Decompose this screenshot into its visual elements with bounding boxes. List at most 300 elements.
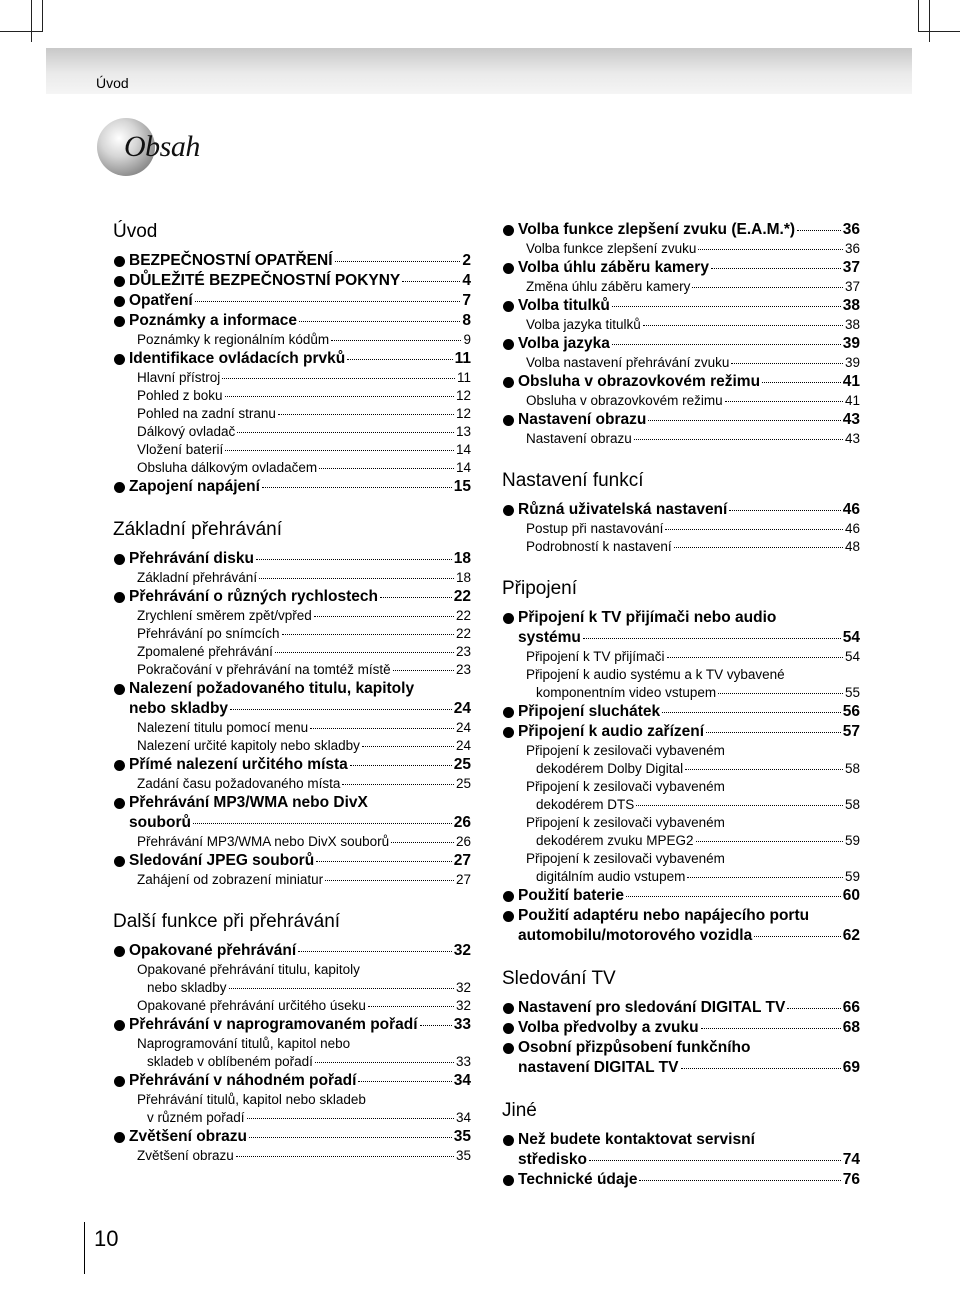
toc-entry-text: Než budete kontaktovat servisní	[518, 1131, 755, 1148]
dot-leader	[701, 1028, 841, 1029]
toc-page-number: 7	[462, 292, 471, 309]
toc-entry-text: Obsluha dálkovým ovladačem	[137, 460, 318, 475]
toc-row	[129, 755, 471, 775]
toc-entry-text: Zahájení od zobrazení miniatur	[137, 872, 324, 887]
toc-entry-text: Sledování JPEG souborů	[129, 852, 315, 869]
dot-leader	[665, 529, 843, 530]
toc-entry-text: Vložení baterií	[137, 442, 224, 457]
toc-row	[137, 833, 471, 851]
toc-page-number: 32	[455, 998, 471, 1013]
toc-row	[137, 643, 471, 661]
toc-entry-text: Pohled na zadní stranu	[137, 406, 276, 421]
dot-leader	[249, 1137, 452, 1138]
toc-row	[129, 477, 471, 497]
toc-page-number: 27	[455, 872, 471, 887]
toc-row	[129, 941, 471, 961]
toc-page-number: 76	[842, 1171, 860, 1188]
dot-leader	[636, 805, 843, 806]
dot-leader	[612, 344, 841, 345]
toc-subitem	[502, 354, 860, 372]
toc-page-number: 38	[842, 297, 860, 314]
toc-item	[113, 851, 471, 871]
dot-leader	[225, 396, 454, 397]
toc-page-number: 27	[453, 852, 471, 869]
toc-entry-text: Přehrávání v naprogramovaném pořadí	[129, 1016, 418, 1033]
toc-subitem: Připojení k zesilovači vybaveném	[526, 779, 725, 794]
toc-entry-text: Nalezení určité kapitoly nebo skladby	[137, 738, 360, 753]
toc-entry-text: systému	[518, 629, 581, 646]
toc-entry-text: nebo skladby	[129, 700, 229, 717]
toc-subitem	[113, 369, 471, 387]
dot-leader	[667, 657, 843, 658]
toc-entry-text: Volba jazyka	[518, 335, 610, 352]
toc-item	[502, 500, 860, 520]
toc-row	[518, 926, 860, 946]
toc-subitem	[113, 979, 471, 997]
toc-entry-text: Různá uživatelská nastavení	[518, 501, 728, 518]
toc-entry-text: Zadání času požadovaného místa	[137, 776, 341, 791]
toc-row	[536, 796, 860, 814]
toc-item	[113, 941, 471, 961]
dot-leader	[259, 578, 454, 579]
toc-page-number: 59	[844, 869, 860, 884]
toc-page-number: 43	[844, 431, 860, 446]
toc-item	[502, 1018, 860, 1038]
section-heading: Jiné	[502, 1100, 537, 1121]
toc-entry-text: Hlavní přístroj	[137, 370, 221, 385]
toc-row	[518, 722, 860, 742]
dot-leader	[698, 249, 843, 250]
dot-leader	[393, 670, 454, 671]
toc-entry-text: DŮLEŽITÉ BEZPEČNOSTNÍ POKYNY	[129, 272, 401, 289]
dot-leader	[325, 880, 454, 881]
dot-leader	[762, 382, 841, 383]
toc-entry-text: Přímé nalezení určitého místa	[129, 756, 348, 773]
dot-leader	[316, 861, 452, 862]
toc-entry-text: Nalezení požadovaného titulu, kapitoly	[129, 680, 415, 697]
toc-entry-text: dekodérem zvuku MPEG2	[536, 833, 694, 848]
toc-page-number: 37	[842, 259, 860, 276]
toc-row	[137, 661, 471, 679]
dot-leader	[368, 1006, 454, 1007]
toc-row	[147, 1053, 471, 1071]
toc-page-number: 22	[455, 626, 471, 641]
dot-leader	[256, 559, 452, 560]
header-band	[46, 48, 912, 94]
toc-page-number: 66	[842, 999, 860, 1016]
toc-entry-text: Obsluha v obrazovkovém režimu	[518, 373, 761, 390]
toc-subitem	[502, 868, 860, 886]
toc-column-right	[502, 220, 860, 1190]
toc-entry-text: Pohled z boku	[137, 388, 223, 403]
toc-entry-text: Osobní přizpůsobení funkčního	[518, 1039, 751, 1056]
toc-page-number: 14	[455, 442, 471, 457]
toc-page-number: 54	[842, 629, 860, 646]
toc-page-number: 46	[844, 521, 860, 536]
toc-page-number: 33	[455, 1054, 471, 1069]
dot-leader	[626, 896, 841, 897]
toc-item	[502, 410, 860, 430]
toc-subitem	[113, 387, 471, 405]
toc-item	[502, 1038, 860, 1078]
toc-entry-text: Nastavení obrazu	[526, 431, 632, 446]
toc-row	[137, 331, 471, 349]
toc-subitem	[113, 719, 471, 737]
toc-row	[137, 423, 471, 441]
toc-page-number: 55	[844, 685, 860, 700]
toc-subitem	[113, 1147, 471, 1165]
toc-page-number: 24	[453, 700, 471, 717]
toc-subitem	[113, 423, 471, 441]
toc-row	[526, 278, 860, 296]
toc-subitem	[113, 607, 471, 625]
dot-leader	[711, 268, 841, 269]
toc-entry-text: Identifikace ovládacích prvků	[129, 350, 346, 367]
toc-page-number: 62	[842, 927, 860, 944]
toc-page-number: 68	[842, 1019, 860, 1036]
toc-column-left	[113, 220, 471, 1165]
dot-leader	[347, 359, 452, 360]
dot-leader	[662, 712, 841, 713]
toc-entry-text: automobilu/motorového vozidla	[518, 927, 753, 944]
toc-entry-text: Zvětšení obrazu	[137, 1148, 234, 1163]
toc-entry-text: Zrychlení směrem zpět/vpřed	[137, 608, 312, 623]
toc-row	[526, 538, 860, 556]
toc-page-number: 74	[842, 1151, 860, 1168]
toc-page-number: 35	[453, 1128, 471, 1145]
toc-entry-text: Základní přehrávání	[137, 570, 258, 585]
toc-entry-text: Přehrávání disku	[129, 550, 254, 567]
toc-page-number: 13	[455, 424, 471, 439]
toc-entry-text: Opakované přehrávání určitého úseku	[137, 998, 366, 1013]
toc-subitem	[113, 643, 471, 661]
dot-leader	[402, 281, 460, 282]
dot-leader	[331, 340, 461, 341]
toc-row	[526, 392, 860, 410]
toc-entry-text: skladeb v oblíbeném pořadí	[147, 1054, 313, 1069]
toc-page-number: 24	[455, 720, 471, 735]
toc-row	[518, 334, 860, 354]
dot-leader	[237, 432, 454, 433]
toc-page-number: 35	[455, 1148, 471, 1163]
toc-row	[518, 886, 860, 906]
toc-row	[526, 240, 860, 258]
toc-subitem	[502, 240, 860, 258]
dot-leader	[247, 1118, 454, 1119]
toc-subitem	[502, 392, 860, 410]
toc-entry-text: Přehrávání MP3/WMA nebo DivX souborů	[137, 834, 390, 849]
toc-row	[536, 684, 860, 702]
dot-leader	[282, 634, 454, 635]
toc-entry-text: Postup při nastavování	[526, 521, 664, 536]
toc-page-number: 18	[453, 550, 471, 567]
toc-row	[137, 997, 471, 1015]
dot-leader	[350, 765, 452, 766]
section-heading: Další funkce při přehrávání	[113, 911, 341, 932]
toc-row	[137, 625, 471, 643]
toc-page-number: 15	[453, 478, 471, 495]
toc-item	[113, 349, 471, 369]
toc-entry-text: Použití adaptéru nebo napájecího portu	[518, 907, 810, 924]
toc-entry-text: nastavení DIGITAL TV	[518, 1059, 679, 1076]
toc-subitem: Naprogramování titulů, kapitol nebo	[137, 1036, 351, 1051]
toc-page-number: 11	[456, 370, 471, 385]
dot-leader	[222, 378, 455, 379]
toc-entry-text: dekodérem DTS	[536, 797, 635, 812]
section-heading: Základní přehrávání	[113, 519, 282, 540]
toc-page-number: 69	[842, 1059, 860, 1076]
toc-item	[502, 906, 860, 946]
toc-entry-text: dekodérem Dolby Digital	[536, 761, 684, 776]
toc-item	[502, 258, 860, 278]
toc-page-number: 24	[455, 738, 471, 753]
toc-row	[518, 372, 860, 392]
dot-leader	[687, 877, 843, 878]
toc-entry-text: středisko	[518, 1151, 587, 1168]
dot-leader	[634, 439, 843, 440]
toc-page-number: 36	[844, 241, 860, 256]
toc-page-number: 39	[844, 355, 860, 370]
toc-subitem	[113, 661, 471, 679]
toc-item	[113, 271, 471, 291]
toc-item	[502, 334, 860, 354]
toc-item	[502, 372, 860, 392]
toc-item	[502, 296, 860, 316]
dot-leader	[193, 823, 452, 824]
toc-item	[113, 291, 471, 311]
dot-leader	[380, 597, 452, 598]
page-title: Obsah	[124, 130, 200, 163]
toc-subitem	[113, 1109, 471, 1127]
toc-subitem	[502, 684, 860, 702]
toc-row	[518, 998, 860, 1018]
toc-row	[526, 648, 860, 666]
dot-leader	[685, 769, 843, 770]
toc-entry-text: Technické údaje	[518, 1171, 638, 1188]
dot-leader	[391, 842, 454, 843]
toc-page-number: 14	[455, 460, 471, 475]
toc-entry-text: digitálním audio vstupem	[536, 869, 686, 884]
toc-page-number: 54	[844, 649, 860, 664]
toc-subitem: Opakované přehrávání titulu, kapitoly	[137, 962, 360, 977]
toc-entry-text: Volba titulků	[518, 297, 610, 314]
dot-leader	[319, 468, 454, 469]
toc-row	[137, 1147, 471, 1165]
toc-page-number: 34	[455, 1110, 471, 1125]
toc-entry-text: Přehrávání MP3/WMA nebo DivX	[129, 794, 368, 811]
dot-leader	[729, 510, 840, 511]
toc-page-number: 8	[462, 312, 471, 329]
header-label: Úvod	[96, 75, 129, 91]
toc-item	[113, 1071, 471, 1091]
dot-leader	[583, 638, 841, 639]
toc-row	[526, 316, 860, 334]
toc-row	[129, 699, 471, 719]
toc-subitem	[113, 625, 471, 643]
dot-leader	[358, 1081, 451, 1082]
toc-row	[137, 737, 471, 755]
toc-row	[137, 719, 471, 737]
toc-entry-text: Připojení k TV přijímači nebo audio	[518, 609, 777, 626]
toc-entry-text: BEZPEČNOSTNÍ OPATŘENÍ	[129, 252, 333, 269]
toc-page-number: 22	[453, 588, 471, 605]
toc-row	[526, 430, 860, 448]
toc-entry-text: Zpomalené přehrávání	[137, 644, 273, 659]
toc-row	[147, 979, 471, 997]
dot-leader	[674, 547, 843, 548]
toc-subitem: Připojení k zesilovači vybaveném	[526, 743, 725, 758]
toc-row	[137, 607, 471, 625]
toc-row	[518, 1018, 860, 1038]
toc-row	[137, 775, 471, 793]
toc-row	[518, 628, 860, 648]
toc-page-number: 58	[844, 761, 860, 776]
dot-leader	[310, 728, 454, 729]
toc-row	[518, 410, 860, 430]
toc-item	[502, 722, 860, 742]
toc-page-number: 48	[844, 539, 860, 554]
toc-item	[502, 608, 860, 648]
toc-page-number: 12	[455, 388, 471, 403]
toc-row	[137, 569, 471, 587]
toc-page-number: 41	[844, 393, 860, 408]
toc-subitem	[113, 459, 471, 477]
toc-entry-text: Nastavení pro sledování DIGITAL TV	[518, 999, 786, 1016]
toc-entry-text: Dálkový ovladač	[137, 424, 236, 439]
toc-subitem	[113, 833, 471, 851]
crop-mark	[918, 31, 960, 32]
toc-page-number: 57	[842, 723, 860, 740]
toc-subitem	[113, 737, 471, 755]
toc-subitem	[113, 441, 471, 459]
toc-row	[518, 296, 860, 316]
toc-item	[113, 793, 471, 833]
toc-subitem	[502, 430, 860, 448]
toc-page-number: 46	[842, 501, 860, 518]
toc-item	[113, 311, 471, 331]
toc-page-number: 12	[455, 406, 471, 421]
dot-leader	[706, 732, 841, 733]
toc-page-number: 41	[842, 373, 860, 390]
toc-row	[129, 1127, 471, 1147]
dot-leader	[335, 261, 461, 262]
page-number: 10	[94, 1226, 119, 1251]
toc-entry-text: v různém pořadí	[147, 1110, 245, 1125]
toc-page-number: 4	[462, 272, 471, 289]
toc-entry-text: Připojení k audio zařízení	[518, 723, 705, 740]
toc-row	[526, 354, 860, 372]
toc-row	[526, 520, 860, 538]
toc-entry-text: Opakované přehrávání	[129, 942, 297, 959]
toc-subitem	[113, 775, 471, 793]
toc-item	[113, 587, 471, 607]
toc-row	[518, 220, 860, 240]
dot-leader	[314, 616, 454, 617]
toc-row	[129, 587, 471, 607]
toc-entry-text: Přehrávání po snímcích	[137, 626, 280, 641]
toc-row	[518, 1170, 860, 1190]
toc-item	[502, 1170, 860, 1190]
dot-leader	[648, 420, 840, 421]
toc-page-number: 18	[455, 570, 471, 585]
dot-leader	[681, 1068, 841, 1069]
dot-leader	[612, 306, 841, 307]
toc-row	[536, 868, 860, 886]
dot-leader	[275, 652, 454, 653]
toc-page-number: 37	[844, 279, 860, 294]
toc-entry-text: Poznámky k regionálním kódům	[137, 332, 330, 347]
toc-subitem: Připojení k zesilovači vybaveném	[526, 851, 725, 866]
toc-subitem: Připojení k audio systému a k TV vybavené	[526, 667, 785, 682]
toc-entry-text: Obsluha v obrazovkovém režimu	[526, 393, 723, 408]
toc-row	[129, 271, 471, 291]
toc-entry-text: Zapojení napájení	[129, 478, 260, 495]
toc-entry-text: Pokračování v přehrávání na tomtéž místě	[137, 662, 391, 677]
dot-leader	[278, 414, 454, 415]
toc-row	[518, 702, 860, 722]
toc-entry-text: souborů	[129, 814, 191, 831]
toc-page-number: 39	[842, 335, 860, 352]
toc-item	[113, 1127, 471, 1147]
toc-row	[129, 251, 471, 271]
dot-leader	[725, 401, 843, 402]
toc-entry-text: Volba předvolby a zvuku	[518, 1019, 699, 1036]
toc-row	[129, 291, 471, 311]
toc-entry-text: Volba nastavení přehrávání zvuku	[526, 355, 730, 370]
toc-item	[502, 1130, 860, 1170]
dot-leader	[229, 988, 454, 989]
toc-row	[137, 871, 471, 889]
toc-row	[129, 813, 471, 833]
toc-item	[113, 549, 471, 569]
toc-item	[113, 679, 471, 719]
dot-leader	[225, 450, 454, 451]
toc-page-number: 2	[462, 252, 471, 269]
section-heading: Sledování TV	[502, 968, 616, 989]
toc-item	[113, 755, 471, 775]
toc-subitem	[113, 331, 471, 349]
toc-entry-text: Volba funkce zlepšení zvuku	[526, 241, 697, 256]
toc-row	[137, 441, 471, 459]
crop-mark	[0, 31, 42, 32]
toc-row	[518, 500, 860, 520]
toc-subitem	[502, 520, 860, 538]
toc-subitem	[502, 538, 860, 556]
toc-subitem	[113, 405, 471, 423]
toc-row	[147, 1109, 471, 1127]
section-heading: Nastavení funkcí	[502, 470, 644, 491]
toc-row	[129, 1071, 471, 1091]
toc-page-number: 23	[455, 644, 471, 659]
toc-row	[137, 369, 471, 387]
section-heading: Úvod	[113, 221, 158, 242]
toc-subitem	[502, 832, 860, 850]
toc-item	[113, 251, 471, 271]
toc-entry-text: komponentním video vstupem	[536, 685, 717, 700]
toc-subitem	[502, 760, 860, 778]
dot-leader	[195, 301, 461, 302]
dot-leader	[342, 784, 454, 785]
toc-row	[518, 258, 860, 278]
toc-entry-text: Připojení sluchátek	[518, 703, 661, 720]
toc-item	[502, 702, 860, 722]
toc-entry-text: nebo skladby	[147, 980, 227, 995]
crop-mark	[31, 0, 32, 42]
dot-leader	[420, 1025, 452, 1026]
dot-leader	[754, 936, 841, 937]
dot-leader	[362, 746, 454, 747]
toc-item	[502, 886, 860, 906]
